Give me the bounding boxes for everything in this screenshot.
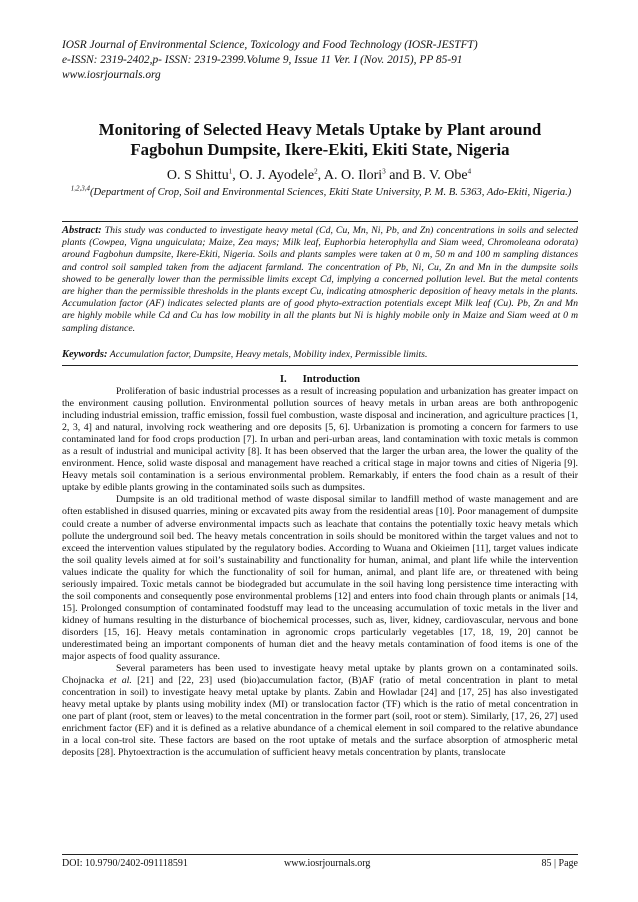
paragraph-3-rest: [21] and [22, 23] used (bio)accumulation factor, (B)AF (ratio of metal concentration in plant to metal concentration in soil) to investigate heavy metal uptake by plants. Zabin and Howladar [24] and [17, 25] has also investigated heavy metal uptake by plants using mobility index (MI) or translocation factor (TF) which is the ratio of metal concentration in one part of plant (root, stem or leaves) to the metal concentration in the former part (soil, root or stem). Similarly, [17, 26, 27] used enrichment factor (EF) and it is defined as a relative abundance of a chemical element in soil compared to the relative abundance in a local con-trol site. These factors are based on the root uptake of metals and the surface absorption of atmospheric metal deposits [28]. Phytoextraction is the accumulation of sufficient heavy metals concentration by plants, translocate [62,675,578,759]
journal-name: IOSR Journal of Environmental Science, Toxicology and Food Technology (IOSR-JESTFT) [62,39,478,51]
footer-page-number: 85 | Page [541,858,578,869]
author-3-mark: 3 [382,167,386,176]
author-1-mark: 1 [228,167,233,176]
keywords-label: Keywords: [62,349,108,360]
author-4: and B. V. Obe [385,168,468,183]
journal-header [62,38,582,83]
section-number: I. [279,374,287,385]
keywords [62,349,578,361]
footer-doi: DOI: 10.9790/2402-091118591 [62,858,188,869]
affiliation-text: (Department of Crop, Soil and Environmental Sciences, Ekiti State University, P. M. B. 5363, Ado-Ekiti, Nigeria.) [89,187,572,198]
paragraph-1: Proliferation of basic industrial processes as a result of increasing population and urbanization has greater impact on the environment causing pollution. Environmental pollution sources of heavy metals in urban areas are both anthropogenic including industrial emission, traffic emission, fossil fuel combustion, waste disposal and incineration, and agriculture practices [1, 2, 3, 4] and natural, involving rock weathering and ore deposits [5, 6]. Urbanization is promoting a concern for farmers to use contaminated land for food crops production [7]. In urban and peri-urban areas, land contamination with toxic metals is common as a result of industrial and municipal activity [8]. It has been observed that the larger the urban area, the lower the quality of the environment. Hence, solid waste disposal and management have reached a critical stage in major towns and cities of Nigeria [9]. Heavy metals soil contamination is a serious environmental problem. Remarkably, if enters the food chain as a result of their uptake by edible plants growing in the contaminated soils such as dumpsites. [62,386,578,494]
paragraph-2: Dumpsite is an old traditional method of waste disposal similar to landfill method of waste management and are often established in disused quarries, mining or excavated pits away from the residential areas [10]. Poor management of dumpsite could create a number of adverse environmental impacts such as leachate that contains the potentially toxic heavy metals which pollute the underground soil bed. The heavy metals concentration in soils should be monitored within the target values and not to exceed the intervention values stipulated by the regulatory bodies. According to Wuana and Okieimen [11], target values indicate the soil quality levels aimed at for soil’s sustainability and functionality for human, animal, and plant life while the intervention values indicate the quality for which the functionality of soil for human, animal, and plant life are, or threatened with being seriously impaired. Toxic metals cannot be biodegraded but accumulate in the soil having long persistence time interacting with the soil components and consequently pose environmental problems [12] and enters into food chain through plants or animals [14, 15]. Prolonged consumption of contaminated foodstuff may lead to the unceasing accumulation of toxic metals in the liver and kidney of humans resulting in the disturbance of biochemical processes, such as, liver, kidney, cardiovascular, nervous and bone disorders [15, 16]. Heavy metals contamination in agronomic crops particularly vegetables [17, 18, 19, 20] cannot be underestimated being an important components of human diet and the heavy metals contamination of food items is one of the major aspects of food quality assurance. [62,494,578,663]
author-1: O. S Shittu [166,168,229,183]
keywords-text: Accumulation factor, Dumpsite, Heavy metals, Mobility index, Permissible limits. [109,349,428,360]
paragraph-3-start: Several parameters has been used to investigate heavy metal uptake by plants grown on a contaminated soils. Chojnacka [62,663,578,687]
footer-rule [62,854,578,855]
author-list [62,167,576,185]
abstract-label: Abstract: [62,225,102,236]
author-2: , O. J. Ayodele [232,168,315,183]
abstract-bottom-rule [62,365,578,366]
body-text [62,386,578,759]
abstract [62,225,578,335]
section-title: Introduction [302,374,361,385]
author-3: , A. O. Ilori [317,168,383,183]
journal-issn: e-ISSN: 2319-2402,p- ISSN: 2319-2399.Volume 9, Issue 11 Ver. I (Nov. 2015), PP 85-91 [62,54,463,66]
footer-site[interactable]: www.iosrjournals.org [284,858,371,869]
abstract-text: This study was conducted to investigate heavy metal (Cd, Cu, Mn, Ni, Pb, and Zn) concentrations in soils and selected plants (Cowpea, Vigna unguiculata; Maize, Zea mays; Milk leaf, Euphorbia heterophylla and Siam weed, Chromoleana odorata) around Fagbohun dumpsite, Ikere-Ekiti, Nigeria. Soils and plants samples were taken at 0 m, 50 m and 100 m sampling distances and control soil sampled taken from the adjacent farmland. The concentration of Pb, Ni, Cu, Zn and Mn in the dumpsite soils showed to be generally lower than the permissible limits except Cd, implying a concerned pollution level. But the metal contents are higher than the permissible thresholds in the plants except Cu, indicating atmospheric deposition of heavy metals in the plants. Accumulation factor (AF) indicates selected plants are of good phyto-extraction potentials except Milk leaf (Cu). Pb, Zn and Mn are highly mobile while Cd and Cu has low mobility in all the plants but Ni is highly mobile only in Maize and Siam weed at 0 m sampling distance. [62,225,579,334]
paragraph-3-etal: et al. [109,675,132,687]
affiliation-marks: 1,2,3,4 [70,184,90,193]
abstract-top-rule [62,221,578,222]
author-2-mark: 2 [314,167,318,176]
author-4-mark: 4 [467,167,472,176]
affiliation [66,185,576,201]
journal-url[interactable]: www.iosrjournals.org [62,69,161,81]
paper-title: Monitoring of Selected Heavy Metals Uptake by Plant around Fagbohun Dumpsite, Ikere-Ekiti, Ekiti State, Nigeria [98,120,542,159]
paragraph-3 [62,663,578,759]
section-heading [62,373,578,386]
